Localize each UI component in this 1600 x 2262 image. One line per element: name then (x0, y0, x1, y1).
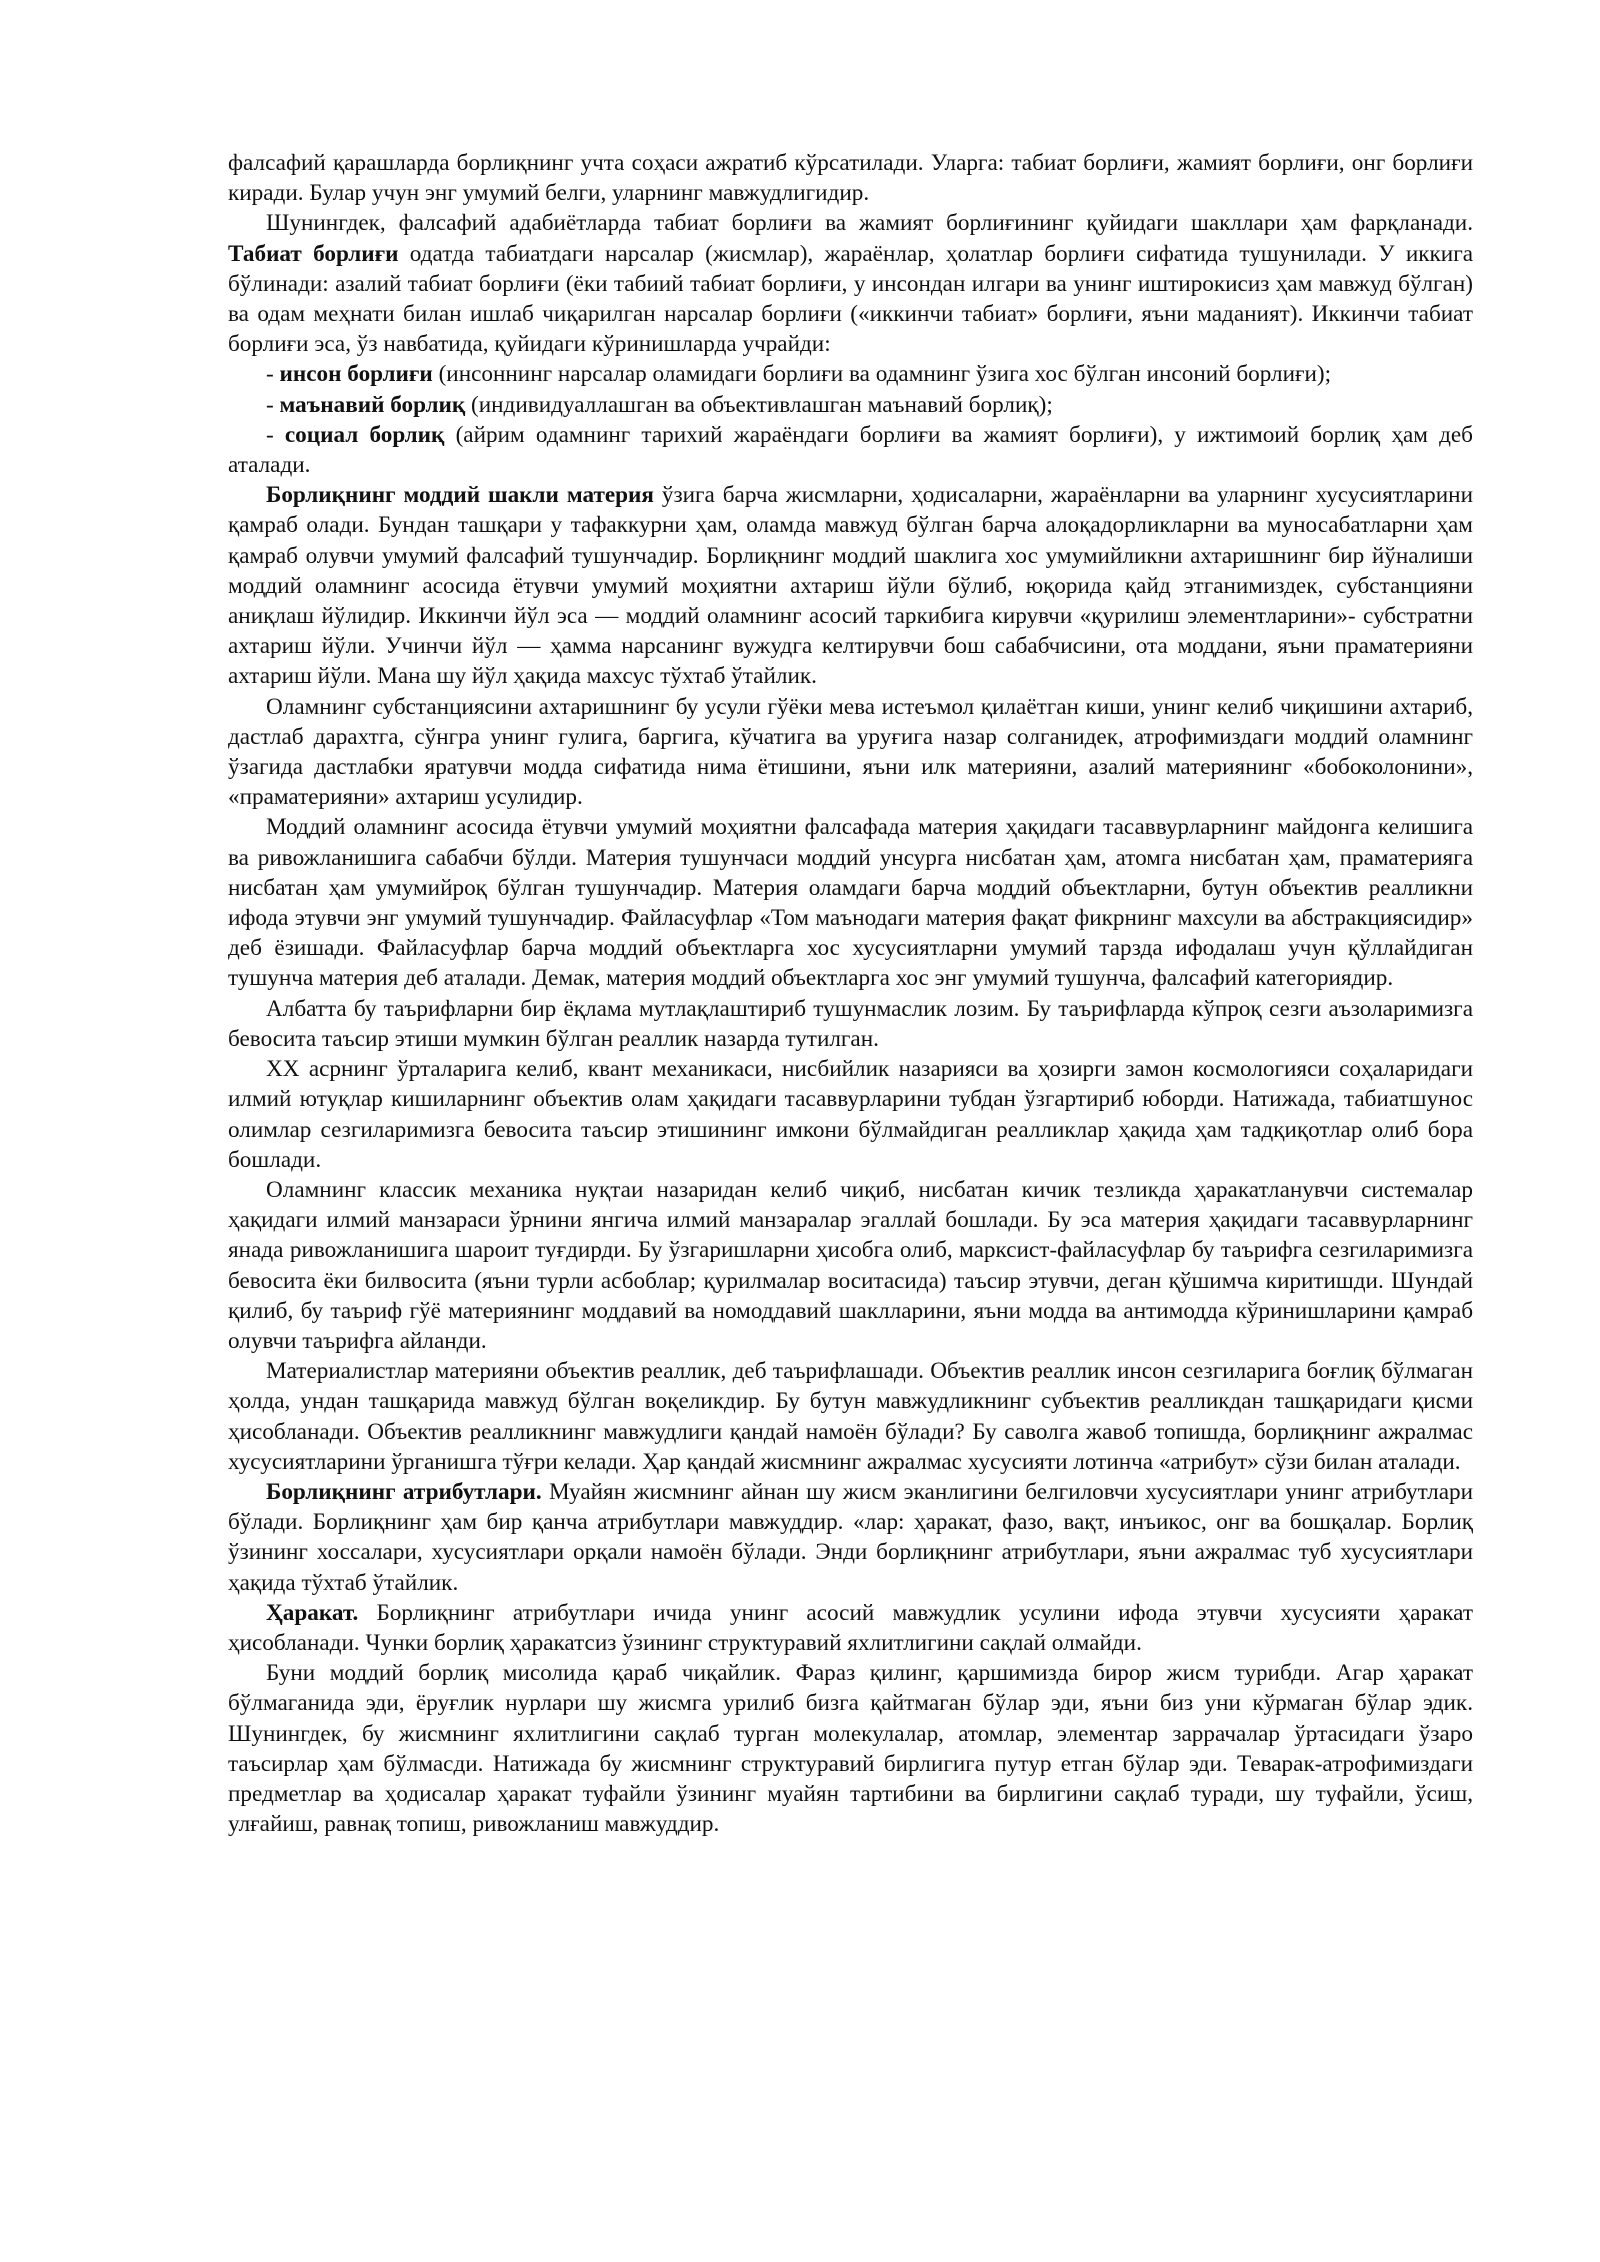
paragraph-text: - (266, 391, 280, 418)
bold-term: Борлиқнинг атрибутлари. (266, 1478, 542, 1505)
paragraph (228, 359, 1473, 389)
paragraph (228, 1356, 1473, 1477)
paragraph (228, 420, 1473, 480)
paragraph (228, 1175, 1473, 1356)
paragraph-text: Буни моддий борлиқ мисолида қараб чиқайлик. Фараз қилинг, қаршимизда бирор жисм турибди. Агар ҳаракат бўлмаганида эди, ёруғлик нурлари шу жисмга урилиб бизга қайтмаган бўлар эди, яъни биз уни кўрмаган бўлар эдик. Шунингдек, бу жисмнинг яхлитлигини сақлаб турган молекулалар, атомлар, элементар заррачалар ўртасидаги ўзаро таъсирлар ҳам бўлмасди. Натижада бу жисмнинг структуравий бирлигига путур етган бўлар эди. Теварак-атрофимиздаги предметлар ва ҳодисалар ҳаракат туфайли ўзининг муайян тартибини ва бирлигини сақлаб туради, шу туфайли, ўсиш, улғайиш, равнақ топиш, ривожланиш мавжуддир. (228, 1660, 1473, 1838)
paragraph-text: Оламнинг классик механика нуқтаи назаридан келиб чиқиб, нисбатан кичик тезликда ҳаракатланувчи системалар ҳақидаги илмий манзараси ўрнини янгича илмий манзаралар эгаллай бошлади. Бу эса материя ҳақидаги тасаввурларнинг янада ривожланишига шароит туғдирди. Бу ўзгаришларни ҳисобга олиб, марксист-файласуфлар бу таърифга сезгиларимизга бевосита ёки билвосита (яъни турли асбоблар; қурилмалар воситасида) таъсир этувчи, деган қўшимча киритишди. Шундай қилиб, бу таъриф гўё материянинг моддавий ва номоддавий шаклларини, яъни модда ва антимодда кўринишларини қамраб олувчи таърифга айланди. (228, 1176, 1473, 1354)
paragraph (228, 1658, 1473, 1839)
bold-term: маънавий борлиқ (279, 391, 466, 418)
paragraph-text: (инсоннинг нарсалар оламидаги борлиғи ва одамнинг ўзига хос бўлган инсоний борлиғи); (432, 361, 1332, 388)
paragraph-text: - (266, 361, 280, 388)
paragraph (228, 812, 1473, 993)
bold-term: Борлиқнинг моддий шакли материя (266, 482, 654, 509)
paragraph-text: Моддий оламнинг асосида ётувчи умумий моҳиятни фалсафада материя ҳақидаги тасаввурларнинг майдонга келишига ва ривожланишига сабабчи бўлди. Материя тушунчаси моддий унсурга нисбатан ҳам, атомга нисбатан ҳам, праматерияга нисбатан ҳам умумийроқ бўлган тушунчадир. Материя оламдаги барча моддий объектларни, бутун объектив реалликни ифода этувчи энг умумий тушунчадир. Файласуфлар «Том маънодаги материя фақат фикрнинг махсули ва абстракциясидир» деб ёзишади. Файласуфлар барча моддий объектларга хос хусусиятларни умумий тарзда ифодалаш учун қўллайдиган тушунча материя деб аталади. Демак, материя моддий объектларга хос энг умумий тушунча, фалсафий категориядир. (228, 814, 1473, 992)
bold-term: социал борлиқ (284, 421, 445, 448)
paragraph-text: ўзига барча жисмларни, ҳодисаларни, жараёнларни ва уларнинг хусусиятларини қамраб олади. Бундан ташқари у тафаккурни ҳам, оламда мавжуд бўлган барча алоқадорликларни ва муносабатларни ҳам қамраб олувчи умумий фалсафий тушунчадир. Борлиқнинг моддий шаклига хос умумийликни ахтаришнинг бир йўналиши моддий оламнинг асосида ётувчи умумий моҳиятни ахтариш йўли бўлиб, юқорида қайд этганимиздек, субстанцияни аниқлаш йўлидир. Иккинчи йўл эса — моддий оламнинг асосий таркибига кирувчи «қурилиш элементларини»- субстратни ахтариш йўли. Учинчи йўл — ҳамма нарсанинг вужудга келтирувчи бош сабабчисини, ота моддани, яъни праматерияни ахтариш йўли. Мана шу йўл ҳақида махсус тўхтаб ўтайлик. (228, 482, 1473, 690)
paragraph (228, 1054, 1473, 1175)
paragraph (228, 1477, 1473, 1598)
paragraph (228, 480, 1473, 691)
paragraph (228, 1598, 1473, 1658)
bold-term: инсон борлиғи (279, 361, 433, 388)
paragraph-text: - (266, 421, 285, 448)
paragraph-text: XX асрнинг ўрталарига келиб, квант механикаси, нисбийлик назарияси ва ҳозирги замон космологияси соҳаларидаги илмий ютуқлар кишиларнинг объектив олам ҳақидаги тасаввурларини тубдан ўзгартириб юборди. Натижада, табиатшунос олимлар сезгиларимизга бевосита таъсир этишининг имкони бўлмайдиган реалликлар ҳақида ҳам тадқиқотлар олиб бора бошлади. (228, 1056, 1473, 1173)
paragraph (228, 692, 1473, 813)
paragraph (228, 208, 1473, 359)
paragraph (228, 994, 1473, 1054)
paragraph-text: Муайян жисмнинг айнан шу жисм эканлигини белгиловчи хусусиятлари унинг атрибутлари бўлади. Борлиқнинг ҳам бир қанча атрибутлари мавжуддир. «лар: ҳаракат, фазо, вақт, инъикос, онг ва бошқалар. Борлиқ ўзининг хоссалари, хусусиятлари орқали намоён бўлади. Энди борлиқнинг атрибутлари, яъни ажралмас туб хусусиятлари ҳақида тўхтаб ўтайлик. (228, 1478, 1473, 1596)
paragraph-text: Шунингдек, фалсафий адабиётларда табиат борлиғи ва жамият борлиғининг қуйидаги шакллари ҳам фарқланади. (266, 210, 1473, 237)
paragraph-text: одатда табиатдаги нарсалар (жисмлар), жараёнлар, ҳолатлар борлиғи сифатида тушунилади. У иккига бўлинади: азалий табиат борлиғи (ёки табиий табиат борлиғи, у инсондан илгари ва унинг иштирокисиз ҳам мавжуд бўлган) ва одам меҳнати билан ишлаб чиқарилган нарсалар борлиғи («иккинчи табиат» борлиғи, яъни маданият). Иккинчи табиат борлиғи эса, ўз навбатида, қуйидаги кўринишларда учрайди: (228, 240, 1473, 358)
paragraph-text: Оламнинг субстанциясини ахтаришнинг бу усули гўёки мева истеъмол қилаётган киши, унинг келиб чиқишини ахтариб, дастлаб дарахтга, сўнгра унинг гулига, баргига, кўчатига ва уруғига назар солганидек, атрофимиздаги моддий оламнинг ўзагида дастлабки яратувчи модда сифатида нима ётишини, яъни илк материяни, азалий материянинг «бобоколонини», «праматерияни» ахтариш усулидир. (228, 693, 1473, 811)
paragraph-text: (айрим одамнинг тарихий жараёндаги борлиғи ва жамият борлиғи), у ижтимоий борлиқ ҳам деб аталади. (228, 421, 1473, 479)
paragraph-text: Материалистлар материяни объектив реаллик, деб таърифлашади. Объектив реаллик инсон сезгиларига боғлиқ бўлмаган ҳолда, ундан ташқарида мавжуд бўлган воқеликдир. Бу бутун мавжудликнинг субъектив реалликдан ташқаридаги қисми ҳисобланади. Объектив реалликнинг мавжудлиги қандай намоён бўлади? Бу саволга жавоб топишда, борлиқнинг ажралмас хусусиятларини ўрганишга тўғри келади. Ҳар қандай жисмнинг ажралмас хусусияти лотинча «атрибут» сўзи билан аталади. (228, 1358, 1473, 1475)
document-page (228, 148, 1473, 1839)
paragraph-text: Албатта бу таърифларни бир ёқлама мутлақлаштириб тушунмаслик лозим. Бу таърифларда кўпроқ сезги аъзоларимизга бевосита таъсир этиши мумкин бўлган реаллик назарда тутилган. (228, 995, 1473, 1052)
paragraph-text: Борлиқнинг атрибутлари ичида унинг асосий мавжудлик усулини ифода этувчи хусусияти ҳаракат ҳисобланади. Чунки борлиқ ҳаракатсиз ўзининг структуравий яхлитлигини сақлай олмайди. (228, 1599, 1473, 1656)
paragraph (228, 148, 1473, 208)
bold-term: Ҳаракат. (266, 1599, 359, 1626)
bold-term: Табиат борлиғи (228, 240, 399, 267)
paragraph-text: фалсафий қарашларда борлиқнинг учта соҳаси ажратиб кўрсатилади. Уларга: табиат борлиғи, жамият борлиғи, онг борлиғи киради. Булар учун энг умумий белги, уларнинг мавжудлигидир. (228, 150, 1473, 207)
paragraph-text: (индивидуаллашган ва объективлашган маънавий борлиқ); (465, 391, 1053, 418)
paragraph (228, 390, 1473, 420)
